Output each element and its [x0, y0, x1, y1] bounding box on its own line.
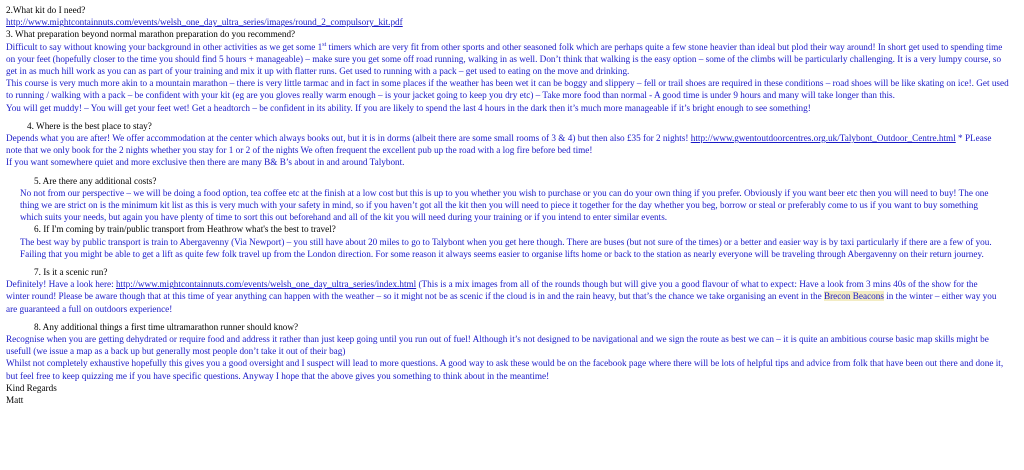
answer-4-line: * PLease [955, 133, 992, 144]
answer-3-line: You will get muddy! – You will get your feet wet! Get a headtorch – be confident in its ability. If you are likely to spend the last 4 hours in the dark then it’s much more manageable if it’s bright enough to see something! [6, 102, 811, 113]
answer-7-line: in the winter – either way you [883, 291, 997, 302]
answer-4-line: note that we only book for the 2 nights whether you stay for 1 or 2 of the nights We often frequent the excellent pub up the road with a log fire before bed time! [6, 145, 593, 156]
answer-7-line: are guaranteed a full on outdoors experience! [6, 303, 173, 314]
question-8: 8. Any additional things a first time ultramarathon runner should know? [34, 321, 299, 332]
question-7: 7. Is it a scenic run? [34, 267, 108, 278]
answer-8-line: Recognise when you are getting dehydrated or require food and address it rather than just keep going until you run out of fuel! Although it’s not designed to be navigational and we sign the route as best we can – it is quite an ambitious course basic map skills might be [6, 334, 989, 345]
sign-off-name: Matt [6, 395, 24, 406]
answer-3-line: on your feet (hopefully closer to the time you should find 5 hours + manageable) – make sure you get some off road running, walking in as well. Don’t think that walking is the easy option – some of the climbs will be particularly challenging. It is a very lumpy course, so [6, 53, 1002, 64]
question-4: 4. Where is the best place to stay? [27, 120, 152, 131]
answer-7-line: Definitely! Have a look here: [6, 279, 116, 290]
ordinal-suffix: st [322, 41, 327, 48]
answer-3-line: get in as much hill work as you can as part of your training and mix it up with flatter runs. Get used to running with a pack – get used to eating on the move and drinking. [6, 66, 630, 77]
question-3: 3. What preparation beyond normal marathon preparation do you recommend? [6, 29, 296, 40]
answer-4 [6, 132, 1018, 169]
answer-3 [6, 41, 1018, 114]
answer-5 [6, 187, 1018, 224]
answer-5-line: thing we are strict on is the minimum kit list as this is very much with your safety in mind, so if you haven’t got all the kit then you will need to piece it together for the day whether you beg, borrow or steal or preferably come to us if you want to buy something [20, 200, 978, 211]
question-5: 5. Are there any additional costs? [34, 175, 157, 186]
answer-5-line: which suits your needs, but again you have plenty of time to sort this out beforehand and all of the kit you will need during your training or if you intend to enter similar events. [20, 212, 668, 223]
question-2: 2.What kit do I need? [6, 5, 86, 15]
answer-8 [6, 333, 1018, 382]
answer-6 [6, 236, 1018, 260]
answer-6-line: Failing that you might be able to get a lift as quite few folk travel up from the London direction. For some reason it always seems easier to organise lifts home or back to the station as nearly everyone will be traveling through Abergavenny on their return journey. [20, 248, 984, 259]
talybont-centre-link[interactable]: http://www.gwentoutdoorcentres.org.uk/Talybont_Outdoor_Centre.html [690, 133, 956, 144]
answer-4-line: Depends what you are after! We offer accommodation at the center which always books out, but it is in dorms (albeit there are some small rooms of 3 & 4) but then also £35 for 2 nights! [6, 133, 691, 144]
event-series-link[interactable]: http://www.mightcontainnuts.com/events/welsh_one_day_ultra_series/index.html [115, 279, 417, 290]
answer-3-line: timers which are very fit from other sports and other seasoned folk which are perhaps quite a few stone heavier than ideal but plod their way around! In short get used to spending time [326, 41, 1003, 52]
answer-6-line: The best way by public transport is train to Abergavenny (Via Newport) – you still have about 20 miles to go to Talybont when you get here though. There are buses (but not sure of the times) or a better and easier way is by taxi particularly if there are a few of you. [20, 236, 992, 247]
highlighted-place-name: Brecon Beacons [823, 291, 884, 302]
answer-3-line: This course is very much more akin to a mountain marathon – there is very little tarmac and in fact in some places if the weather has been wet it can be boggy and slippery – fell or trail shoes are required in these conditions – road shoes will be like skating on ice!. Get used [6, 78, 1009, 89]
answer-8-line: usefull (we issue a map as a back up but generally most people don’t take it out of their bag) [6, 346, 346, 357]
answer-7-line: (This is a mix images from all of the rounds though but will give you a good flavour of what to expect: Have a look from 3 mins 40s of the show for the [416, 279, 978, 290]
answer-7 [6, 278, 1018, 315]
answer-8-line: but feel free to keep quizzing me if you have specific questions. Anyway I hope that the above gives you something to think about in the meantime! [6, 370, 550, 381]
question-6: 6. If I'm coming by train/public transport from Heathrow what's the best to travel? [34, 224, 336, 235]
answer-8-line: Whilst not completely exhaustive hopefully this gives you a good oversight and I suspect will lead to more questions. A good way to ask these would be on the facebook page where there will be lots of helpful tips and advice from folk that have been out there and done it, [6, 358, 1004, 369]
kit-pdf-link[interactable]: http://www.mightcontainnuts.com/events/welsh_one_day_ultra_series/images/round_2_compulsory_kit.pdf [6, 17, 403, 28]
answer-4-line: If you want somewhere quiet and more exclusive then there are many B& B’s about in and around Talybont. [6, 157, 405, 168]
answer-5-line: No not from our perspective – we will be doing a food option, tea coffee etc at the finish at a low cost but this is up to you whether you wish to purchase or you can do your own thing if you prefer. Obviously if you want beer etc then you will need to buy! The one [20, 187, 989, 198]
answer-7-line: winter round! Please be aware though that at this time of year anything can happen with the weather – so it might not be as scenic if the cloud is in and the rain heavy, but that’s the chance we take organising an event in the [6, 291, 824, 302]
answer-3-line: Difficult to say without knowing your background in other activities as we get some 1 [6, 41, 323, 52]
answer-3-line: to running / walking with a pack – be confident with your kit (eg are you gloves really warm enough – is your jacket going to keep you dry etc) – Take more food than normal - A good time is under 9 hours and many will take longer than this. [6, 90, 895, 101]
sign-off-regards: Kind Regards [6, 382, 57, 393]
